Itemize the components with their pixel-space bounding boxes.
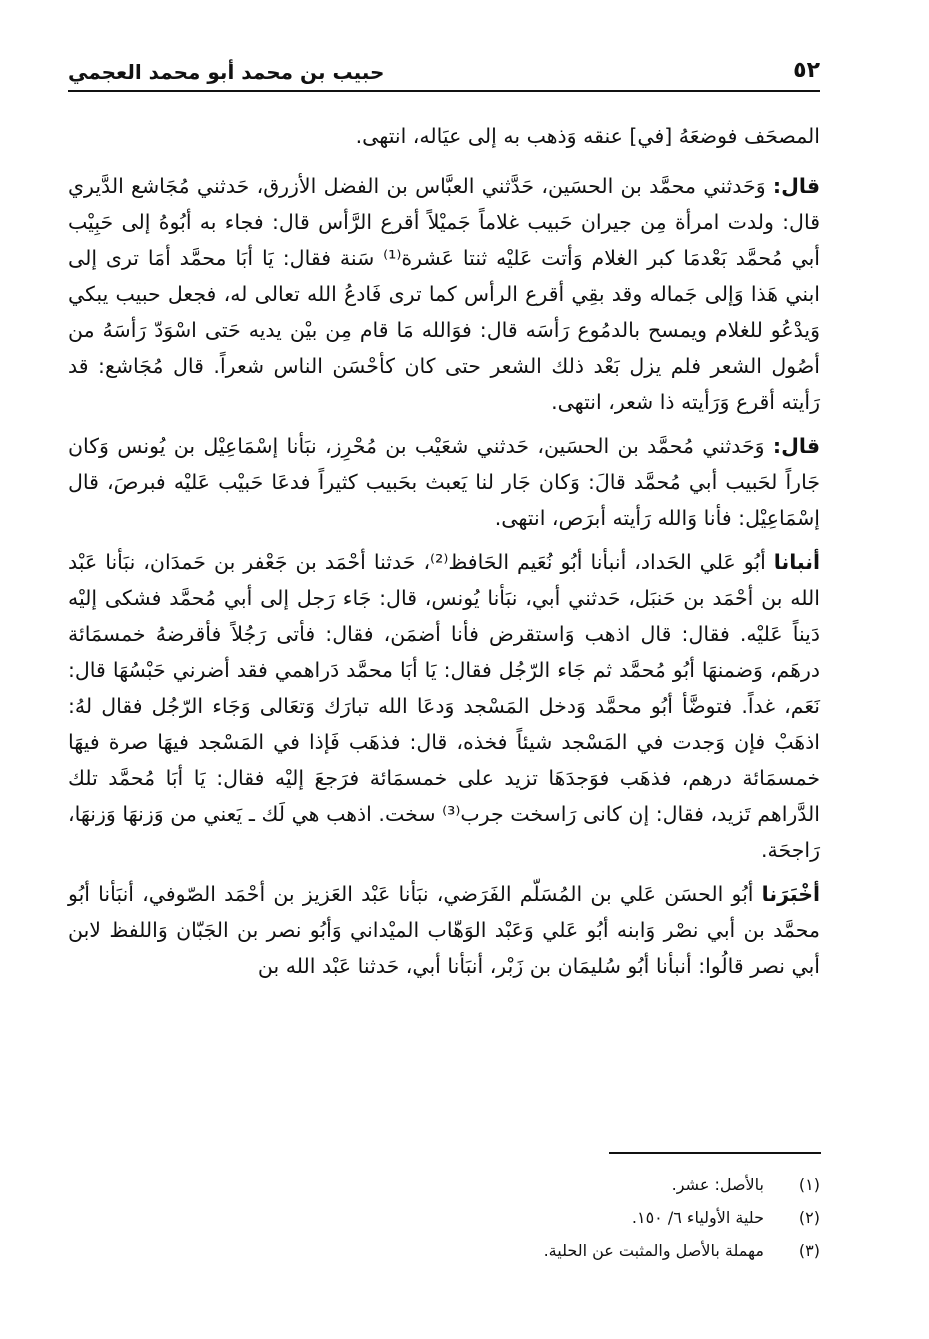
paragraph-5-lead: أخْبَرَنا xyxy=(761,882,820,906)
paragraph-5-text: أبُو الحسَن عَلي بن المُسَلّم الفَرَضي، نبَأنا عَبْد العَزيز بن أحْمَد الصّوفي، أنبَأنا أبُو محمَّد بن أبي نصْر وَابنه أبُو عَلي وَعَبْد الوَهّاب الميْداني وَأبُو نصر بن الجَبّان وَاللفظ لابن أبي نصر قالُوا: أنبأنا أبُو سُليمَان بن زَبْر، أنبَأنا أبي، حَدثنا عَبْد الله بن xyxy=(68,882,820,978)
paragraph-2-lead: قال: xyxy=(772,174,820,198)
footnote-3-text: مهملة بالأصل والمثبت عن الحلية. xyxy=(543,1241,764,1260)
page-number: ٥٢ xyxy=(793,58,820,83)
header-divider xyxy=(68,90,820,92)
paragraph-3-text: وَحَدثني مُحمَّد بن الحسَين، حَدثني شعَيْب بن مُحْرِز، نبَأنا إسْمَاعِيْل بن يُونس وَكان جَاراً لحَبيب أبي مُحمَّد قالَ: وَكان جَار لنا يَعبث بحَبيب كثيراً فدعَا حَبيْب عَليْه فبرصَ، قال إسْمَاعِيْل: فأنا وَالله رَأيته أبرَص، انتهى. xyxy=(68,434,820,530)
footnote-2 xyxy=(68,1201,820,1234)
paragraph-3-lead: قال: xyxy=(772,434,820,458)
paragraph-2 xyxy=(68,168,820,420)
running-title: حبيب بن محمد أبو محمد العجمي xyxy=(68,60,385,84)
main-text xyxy=(68,118,820,992)
paragraph-2-text: وَحَدثني محمَّد بن الحسَين، حَدَّثني العبَّاس بن الفضل الأزرق، حَدثني مُجَاشع الدَّيري قال: ولدت امرأة مِن جيران حَبيب غلاماً جَميْلاً أقرع الرَّأس قال: فجاء به أبُوهُ إلى حَبِيْب أبي مُحمَّد بَعْدمَا كبر الغلام وَأتت عَليْه ثنتا عَشرة⁽¹⁾ سَنة فقال: يَا أبَا محمَّد أمَا ترى إلى ابني هَذا وَإلى جَماله وقد بقِي أقرع الرأس كما ترى فَادعُ الله تعالى له، فجعل حبيب يبكي وَيدْعُو للغلام ويمسح بالدمُوع رَأسَه قال: فوَالله مَا قام مِن بيْن يديه حَتى اسْوَدّ رَأسَهُ من أصُول الشعر فلم يزل بَعْد ذلك الشعر حتى كان كأحْسَن الناس شعراً. قال مُجَاشع: قد رَأيته أقرع وَرَأيته ذا شعر، انتهى. xyxy=(68,174,820,414)
footnote-divider xyxy=(609,1152,821,1154)
paragraph-4-lead: أنبانا xyxy=(773,550,820,574)
footnotes xyxy=(68,1168,820,1267)
footnote-2-text: حلية الأولياء ٦/ ١٥٠. xyxy=(631,1208,764,1227)
footnote-3-number: (٣) xyxy=(798,1241,820,1260)
footnote-1 xyxy=(68,1168,820,1201)
paragraph-4 xyxy=(68,544,820,868)
page-header xyxy=(68,52,820,92)
paragraph-1-text: المصحَف فوضعَهُ [في] عنقه وَذهب به إلى عيَاله، انتهى. xyxy=(355,124,820,148)
footnote-1-text: بالأصل: عشر. xyxy=(671,1175,764,1194)
paragraph-4-text: أبُو عَلي الحَداد، أنبأنا أبُو نُعَيم الحَافظ⁽²⁾، حَدثنا أحْمَد بن جَعْفر بن حَمدَان، نبَأنا عَبْد الله بن أحْمَد بن حَنبَل، حَدثني أبي، نبَأنا يُونس، قال: جَاء رَجل إلى أبي مُحمَّد فشكى إليْه دَيناً عَليْه. فقال: قال اذهب وَاستقرض فأنا أضمَن، فقال: فأتى رَجُلاً فأقرضهُ خمسمَائة درهَم، وَضمنهَا أبُو مُحمَّد ثم جَاء الرّجُل فقال: يَا أبَا محمَّد دَراهمي فقد أضرني حَبْسُهَا قال: نَعَم، غداً. فتوضَّأ أبُو محمَّد وَدخل المَسْجد وَدعَا الله تبارَك وَتعَالى وَجَاء الرّجُل فقال لهُ: اذهَبْ فإن وَجدت في المَسْجد شيئاً فخذه، قال: فذهَب فَإذا في المَسْجد فيهَا صرة فيهَا خمسمَائة درهم، فذهَب فوَجدَهَا تزيد على خمسمَائة فرَجعَ إليْه فقال: يَا أبَا مُحمَّد تلك الدَّراهم تَزيد، فقال: إن كانى رَاسخت جرب⁽³⁾ سخت. اذهب هي لَك ـ يَعني من وَزنهَا وَزنهَا، رَاجحَة. xyxy=(68,550,820,862)
paragraph-1 xyxy=(68,118,820,154)
footnote-2-number: (٢) xyxy=(798,1208,820,1227)
paragraph-3 xyxy=(68,428,820,536)
footnote-1-number: (١) xyxy=(798,1175,820,1194)
paragraph-5 xyxy=(68,876,820,984)
footnote-3 xyxy=(68,1234,820,1267)
